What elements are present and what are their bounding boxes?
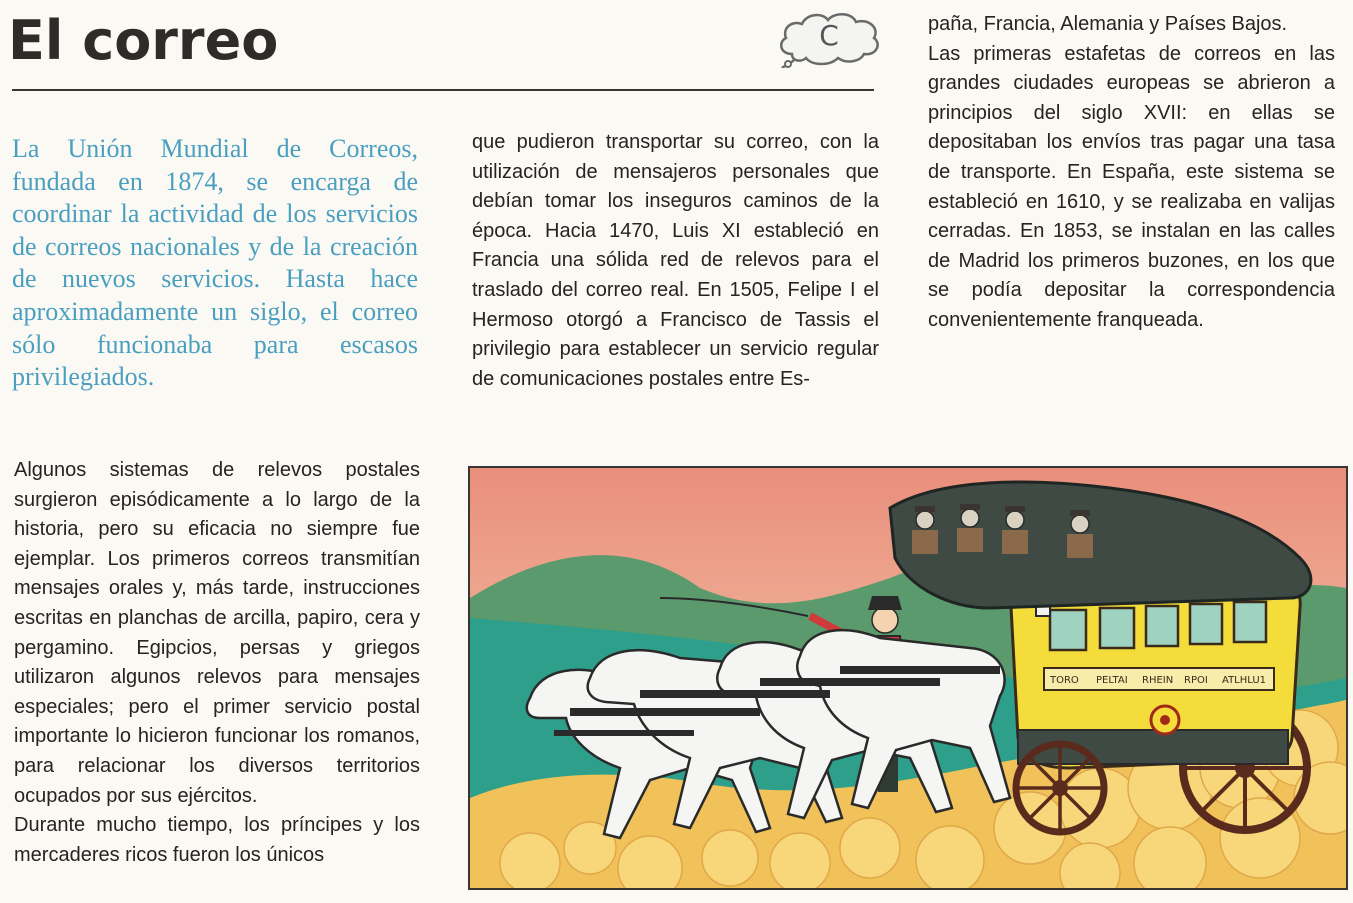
page-title: El correo	[8, 9, 279, 72]
stagecoach-illustration	[468, 466, 1348, 890]
body-column-1	[14, 456, 420, 870]
badge-letter: C	[819, 19, 839, 52]
stagecoach-scene	[470, 468, 1346, 888]
coach-panel-1: TORO	[1050, 675, 1079, 686]
coach-panel-3: RHEIN	[1142, 675, 1174, 686]
body-column-3	[928, 10, 1335, 336]
column3-paragraph-2: Las primeras estafetas de correos en las grandes ciudades europeas se abrieron a principios del siglo XVII: en ellas se depositaban los envíos tras pagar una tasa de transporte. En España, este sistema se estableció en 1610, y se realizaba en valijas cerradas. En 1853, se instalan en las calles de Madrid los primeros buzones, en los que se podía depositar la correspondencia convenientemente franqueada.	[928, 42, 1335, 331]
body-column-2	[472, 128, 879, 394]
column2-paragraph-1: que pudieron transportar su correo, con la utilización de mensajeros personales que debían tomar los inseguros caminos de la época. Hacia 1470, Luis XI estableció en Francia una sólida red de relevos para el traslado del correo real. En 1505, Felipe I el Hermoso otorgó a Francisco de Tassis el privilegio para establecer un servicio regular de comunicaciones postales entre Es-	[472, 131, 879, 390]
column1-paragraph-2: Durante mucho tiempo, los príncipes y los mercaderes ricos fueron los únicos	[14, 814, 420, 866]
coach-front-wheel	[1016, 744, 1104, 832]
coach-panel-2: PELTAI	[1096, 675, 1128, 686]
column1-paragraph-1: Algunos sistemas de relevos postales surgieron episódicamente a lo largo de la historia, pero su eficacia no siempre fue ejemplar. Los primeros correos transmitían mensajes orales y, más tarde, instrucciones escritas en planchas de arcilla, papiro, cera y pergamino. Egipcios, persas y griegos utilizaron algunos relevos para mensajes especiales; pero el primer servicio postal importante lo hicieron funcionar los romanos, para relacionar los diversos territorios ocupados por sus ejércitos.	[14, 459, 420, 807]
column3-paragraph-1: paña, Francia, Alemania y Países Bajos.	[928, 13, 1288, 35]
title-divider	[12, 89, 874, 91]
coach-panel-4: RPOI	[1184, 675, 1208, 686]
section-badge	[776, 10, 882, 68]
intro-paragraph: La Unión Mundial de Correos, fundada en 1874, se encarga de coordinar la actividad de los servicios de correos nacionales y de la creación de nuevos servicios. Hasta hace aproximadamente un siglo, el correo sólo funcionaba para escasos privilegiados.	[12, 134, 418, 392]
coach-panel-5: ATLHLU1	[1222, 675, 1267, 686]
